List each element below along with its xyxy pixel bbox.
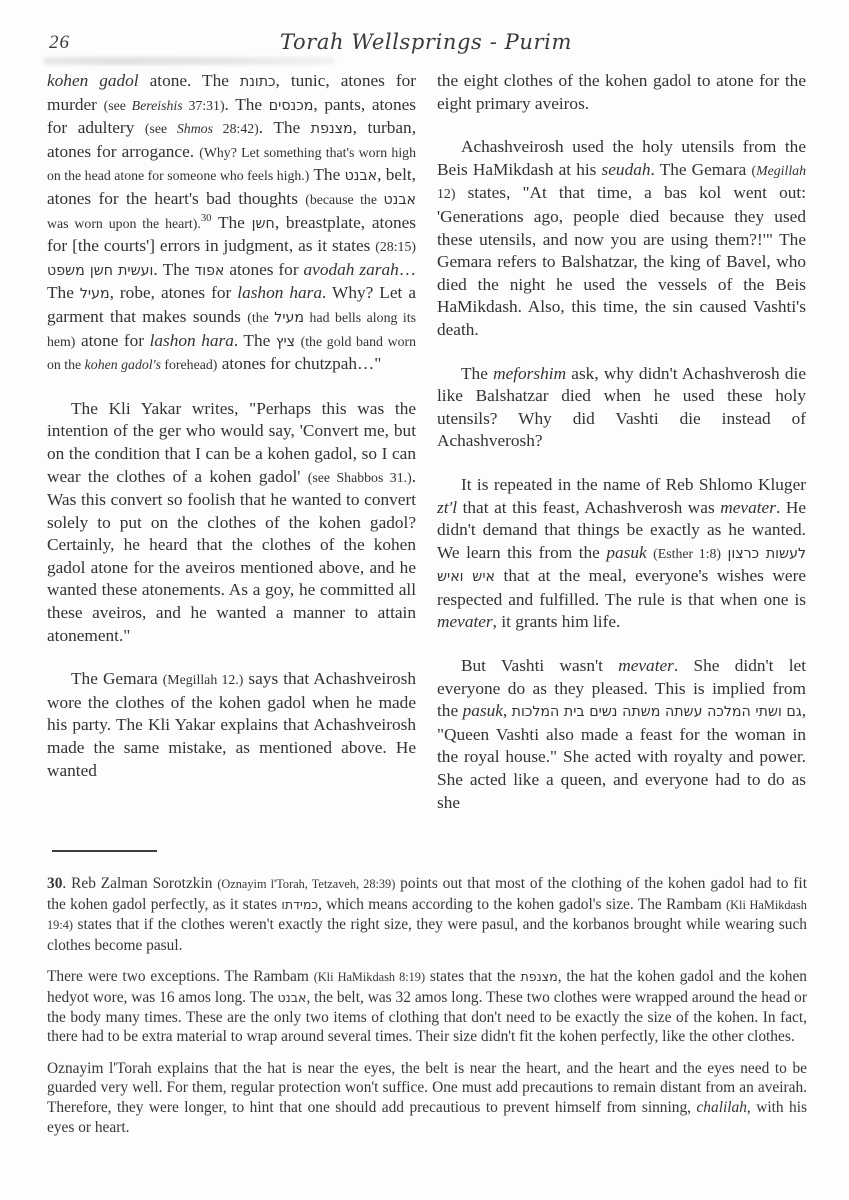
paragraph: The Gemara (Megillah 12.) says that Achashveirosh wore the clothes of the kohen gadol when he made his party. The Kli Yakar explains that Achashveirosh made the same mistake, as mentioned above. He wanted	[47, 669, 416, 780]
footnote-paragraph: There were two exceptions. The Rambam (Kli HaMikdash 8:19) states that the מצנפת, the hat the kohen gadol and the kohen hedyot wore, was 16 amos long. The אבנט, the belt, was 32 amos long. These two clothes were wrapped around the head or the body many times. These are the only two items of clothing that don't need to be exactly the size of the kohen. In fact, there had to be extra material to wrap around several times. Their size didn't fit the kohen perfectly, like the other clothes.	[47, 968, 807, 1046]
footnote-separator	[52, 850, 157, 852]
paragraph: The Kli Yakar writes, "Perhaps this was the intention of the ger who would say, 'Convert me, but on the condition that I can be a kohen gadol, so I can wear the clothes of a kohen gadol' (see Shabbos 31.). Was this convert so foolish that he wanted to convert solely to put on the clothes of the kohen gadol? Certainly, he heard that the clothes of the kohen gadol atone for the aveiros mentioned above, and he wanted these atonements. As a goy, he committed all these aveiros, and he wanted a manner to attain atonement."	[47, 398, 417, 645]
left-column	[47, 70, 416, 814]
footnote-paragraph: Oznayim l'Torah explains that the hat is near the eyes, the belt is near the heart, and the heart and the eyes need to be guarded very well. For them, regular protection won't suffice. One must add precautions to remain distant from an aveirah. Therefore, they were longer, to hint that one should add precautious to prevent himself from sinning, chalilah, with his eyes or heart.	[47, 1059, 807, 1136]
paragraph: It is repeated in the name of Reb Shlomo Kluger zt'l that at this feast, Achashverosh was mevater. He didn't demand that things be exactly as he wanted. We learn this from the pasuk (Esther 1:8) לעשות כרצון איש ואיש that at the meal, everyone's wishes were respected and fulfilled. The rule is that when one is mevater, it grants him life.	[437, 474, 806, 632]
hebrew-text: ועשית חשן משפט	[47, 262, 154, 279]
hebrew-text: מצנפת	[310, 121, 353, 138]
page-title: Torah Wellsprings - Purim	[280, 30, 572, 54]
paragraph: Achashveirosh used the holy utensils from the Beis HaMikdash at his seudah. The Gemara (Megillah 12) states, "At that time, a bas kol went out: 'Generations ago, people died because they used these utensils, and now you are using them?!'" The Gemara refers to Balshatzar, the king of Bavel, who died the night he used the vessels of the Beis HaMikdash. Also, this time, the sin caused Vashti's death.	[437, 137, 807, 339]
hebrew-text: אבנט	[383, 191, 416, 208]
paragraph: The meforshim ask, why didn't Achashverosh die like Balshatzar died when he used these holy utensils? Why did Vashti die instead of Achashverosh?	[437, 363, 806, 451]
hebrew-text: אבנט	[344, 168, 378, 185]
paragraph: the eight clothes of the kohen gadol to atone for the eight primary aveiros.	[437, 71, 806, 113]
hebrew-text: כמידתו	[281, 896, 319, 912]
body-content	[47, 70, 806, 814]
hebrew-text: מצנפת	[520, 969, 558, 985]
page-number: 26	[49, 32, 70, 53]
hebrew-text: גם ושתי המלכה עשתה משתה נשים בית המלכות	[511, 704, 802, 721]
paragraph: kohen gadol atone. The כתונת, tunic, atones for murder (see Bereishis 37:31). The מכנסים, pants, atones for adultery (see Shmos 28:42). The מצנפת, turban, atones for arrogance. (Why? Let something that's worn high on the head atone for someone who feels high.) The אבנט, belt, atones for the heart's bad thoughts (because the אבנט was worn upon the heart).$^{30}$ The חשן, breastplate, atones for [the courts'] errors in judgment, as it states (28:15) ועשית חשן משפט. The אפוד atones for avodah zarah… The מעיל, robe, atones for lashon hara. Why? Let a garment that makes sounds (the מעיל had bells along its hem) atone for lashon hara. The ציץ (the gold band worn on the kohen gadol's forehead) atones for chutzpah…"	[47, 71, 417, 374]
scan-artifact	[43, 57, 335, 65]
hebrew-text: ציץ	[275, 333, 296, 350]
paragraph: But Vashti wasn't mevater. She didn't let everyone do as they pleased. This is implied from the pasuk, גם ושתי המלכה עשתה משתה נשים בית המלכות, "Queen Vashti also made a feast for the woman in the royal house." She acted with royalty and power. She acted like a queen, and everyone had to do as she	[437, 656, 807, 812]
footnote-reference: 30	[200, 211, 212, 224]
page-header	[47, 30, 805, 56]
hebrew-text: אפוד	[194, 262, 225, 279]
footnotes	[47, 874, 807, 1137]
hebrew-text: חשן	[251, 215, 275, 232]
hebrew-text: לעשות כרצון איש ואיש	[437, 545, 806, 586]
right-column	[437, 70, 806, 814]
hebrew-text: מעיל	[274, 309, 305, 326]
footnote-paragraph: 30. Reb Zalman Sorotzkin (Oznayim l'Torah, Tetzaveh, 28:39) points out that most of the clothing of the kohen gadol had to fit the kohen gadol perfectly, as it states כמידתו, which means according to the kohen gadol's size. The Rambam (Kli HaMikdash 19:4) states that if the clothes weren't exactly the right size, they were pasul, and the korbanos brought while wearing such clothes become pasul.	[47, 875, 807, 954]
hebrew-text: אבנט	[277, 989, 307, 1005]
hebrew-text: כתונת	[239, 74, 276, 90]
hebrew-text: מכנסים	[268, 97, 314, 114]
hebrew-text: מעיל	[79, 286, 110, 303]
